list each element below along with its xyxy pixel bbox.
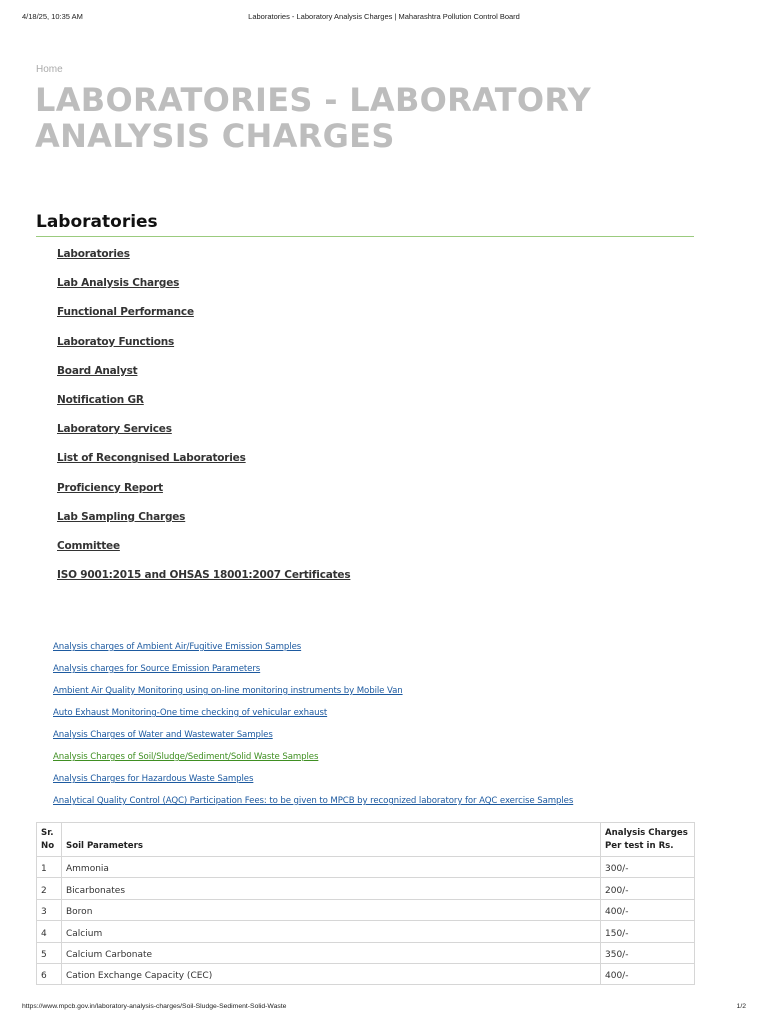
nav-item bbox=[57, 390, 350, 419]
print-url: https://www.mpcb.gov.in/laboratory-analysis-charges/Soil-Sludge-Sediment-Solid-Waste bbox=[22, 1003, 287, 1010]
sub-link-item bbox=[53, 770, 573, 792]
sub-link-item bbox=[53, 660, 573, 682]
header-sr-no: Sr. No bbox=[37, 823, 62, 857]
nav-item bbox=[57, 361, 350, 390]
table-row bbox=[37, 942, 695, 963]
sub-link-aqc-fees[interactable]: Analytical Quality Control (AQC) Participation Fees: to be given to MPCB by recognized laboratory for AQC exercise Samples bbox=[53, 796, 574, 806]
cell-parameter: Cation Exchange Capacity (CEC) bbox=[62, 963, 601, 984]
nav-link-laboratories[interactable]: Laboratories bbox=[57, 248, 130, 260]
nav-item bbox=[57, 244, 350, 273]
nav-link-lab-analysis-charges[interactable]: Lab Analysis Charges bbox=[57, 277, 180, 290]
nav-item bbox=[57, 565, 350, 594]
nav-link-notification-gr[interactable]: Notification GR bbox=[57, 393, 144, 406]
table-row bbox=[37, 857, 695, 878]
sub-link-item bbox=[53, 682, 573, 704]
table-row bbox=[37, 878, 695, 899]
header-analysis-charges: Analysis Charges Per test in Rs. bbox=[601, 823, 695, 857]
sub-link-item bbox=[53, 792, 573, 814]
cell-parameter: Ammonia bbox=[62, 857, 601, 878]
nav-link-recognised-laboratories[interactable]: List of Recongnised Laboratories bbox=[57, 452, 246, 465]
sub-link-hazardous-waste[interactable]: Analysis Charges for Hazardous Waste Samples bbox=[53, 774, 254, 784]
nav-item bbox=[57, 419, 350, 448]
cell-sr-no: 2 bbox=[37, 878, 62, 899]
analysis-charges-links bbox=[53, 638, 573, 814]
sub-link-auto-exhaust[interactable]: Auto Exhaust Monitoring-One time checking of vehicular exhaust bbox=[53, 708, 328, 718]
print-datetime: 4/18/25, 10:35 AM bbox=[22, 12, 83, 21]
sub-link-water-wastewater[interactable]: Analysis Charges of Water and Wastewater Samples bbox=[53, 730, 273, 740]
table-row bbox=[37, 921, 695, 942]
sub-link-source-emission[interactable]: Analysis charges for Source Emission Parameters bbox=[53, 664, 261, 674]
cell-charge: 400/- bbox=[601, 899, 695, 920]
nav-link-laboratory-functions[interactable]: Laboratoy Functions bbox=[57, 335, 175, 348]
print-footer bbox=[22, 1003, 746, 1010]
sub-link-ambient-air[interactable]: Analysis charges of Ambient Air/Fugitive Emission Samples bbox=[53, 642, 302, 652]
sub-link-item bbox=[53, 748, 573, 770]
page-title: LABORATORIES - LABORATORY ANALYSIS CHARGES bbox=[35, 81, 591, 155]
table-header-row bbox=[37, 823, 695, 857]
laboratories-nav bbox=[57, 244, 350, 594]
cell-parameter: Boron bbox=[62, 899, 601, 920]
print-header bbox=[22, 12, 746, 24]
sub-link-item bbox=[53, 726, 573, 748]
nav-item bbox=[57, 273, 350, 302]
nav-item bbox=[57, 507, 350, 536]
cell-sr-no: 4 bbox=[37, 921, 62, 942]
cell-charge: 200/- bbox=[601, 878, 695, 899]
cell-charge: 300/- bbox=[601, 857, 695, 878]
nav-link-board-analyst[interactable]: Board Analyst bbox=[57, 364, 138, 377]
cell-charge: 350/- bbox=[601, 942, 695, 963]
nav-item bbox=[57, 302, 350, 331]
print-page-title: Laboratories - Laboratory Analysis Charges | Maharashtra Pollution Control Board bbox=[248, 12, 520, 21]
table-row bbox=[37, 963, 695, 984]
nav-link-iso-certificates[interactable]: ISO 9001:2015 and OHSAS 18001:2007 Certificates bbox=[57, 569, 351, 582]
cell-parameter: Calcium bbox=[62, 921, 601, 942]
sub-link-item bbox=[53, 638, 573, 660]
nav-link-committee[interactable]: Committee bbox=[57, 539, 120, 552]
nav-item bbox=[57, 478, 350, 507]
header-soil-parameters: Soil Parameters bbox=[62, 823, 601, 857]
soil-charges-table bbox=[36, 822, 695, 985]
cell-charge: 150/- bbox=[601, 921, 695, 942]
cell-sr-no: 6 bbox=[37, 963, 62, 984]
nav-link-functional-performance[interactable]: Functional Performance bbox=[57, 306, 194, 319]
nav-link-lab-sampling-charges[interactable]: Lab Sampling Charges bbox=[57, 510, 186, 523]
cell-sr-no: 1 bbox=[37, 857, 62, 878]
cell-sr-no: 3 bbox=[37, 899, 62, 920]
table-row bbox=[37, 899, 695, 920]
cell-parameter: Calcium Carbonate bbox=[62, 942, 601, 963]
sub-link-soil-sludge[interactable]: Analysis Charges of Soil/Sludge/Sediment/Solid Waste Samples bbox=[53, 752, 319, 762]
cell-charge: 400/- bbox=[601, 963, 695, 984]
cell-parameter: Bicarbonates bbox=[62, 878, 601, 899]
sub-link-mobile-van[interactable]: Ambient Air Quality Monitoring using on-line monitoring instruments by Mobile Van bbox=[53, 686, 403, 696]
nav-link-laboratory-services[interactable]: Laboratory Services bbox=[57, 423, 172, 436]
breadcrumb-home[interactable]: Home bbox=[36, 64, 63, 75]
nav-link-proficiency-report[interactable]: Proficiency Report bbox=[57, 481, 163, 494]
nav-item bbox=[57, 332, 350, 361]
section-heading: Laboratories bbox=[36, 212, 694, 237]
nav-item bbox=[57, 448, 350, 477]
cell-sr-no: 5 bbox=[37, 942, 62, 963]
nav-item bbox=[57, 536, 350, 565]
sub-link-item bbox=[53, 704, 573, 726]
print-page-number: 1/2 bbox=[736, 1003, 746, 1010]
